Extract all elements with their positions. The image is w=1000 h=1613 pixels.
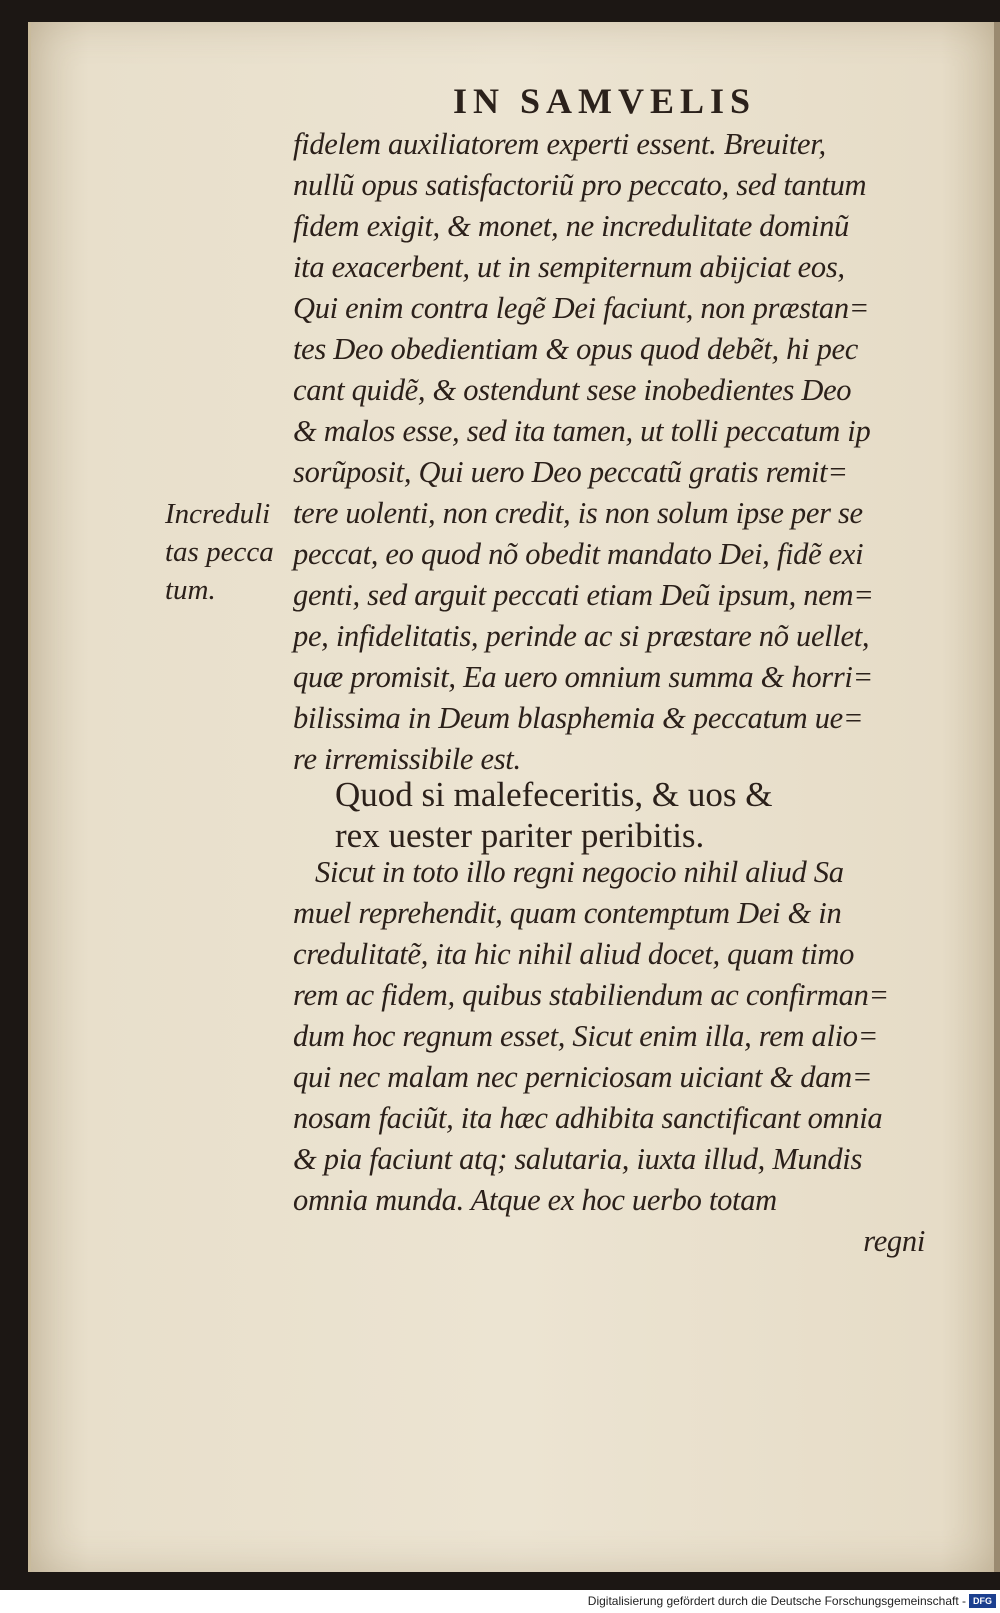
text-line: sorũposit, Qui uero Deo peccatũ gratis remit= xyxy=(293,455,848,489)
text-line: Sicut in toto illo regni negocio nihil aliud Sa xyxy=(315,855,844,889)
scripture-lemma xyxy=(335,774,955,856)
catchword: regni xyxy=(863,1224,925,1258)
text-line: fidelem auxiliatorem experti essent. Breuiter, xyxy=(293,127,826,161)
text-line: rem ac fidem, quibus stabiliendum ac confirman= xyxy=(293,978,889,1012)
text-line: ita exacerbent, ut in sempiternum abijciat eos, xyxy=(293,250,845,284)
dfg-logo-icon: DFG xyxy=(969,1594,996,1608)
lemma-line: Quod si malefeceritis, & uos & xyxy=(335,775,773,814)
text-line: nullũ opus satisfactoriũ pro peccato, sed tantum xyxy=(293,168,867,202)
footer-credit: Digitalisierung gefördert durch die Deutsche Forschungsgemeinschaft - xyxy=(587,1594,966,1608)
text-line: genti, sed arguit peccati etiam Deũ ipsum, nem= xyxy=(293,578,874,612)
text-line: fidem exigit, & monet, ne incredulitate dominũ xyxy=(293,209,849,243)
text-line: qui nec malam nec perniciosam uiciant & dam= xyxy=(293,1060,873,1094)
marginal-line: tas pecca xyxy=(165,536,274,568)
text-line: dum hoc regnum esset, Sicut enim illa, rem alio= xyxy=(293,1019,879,1053)
text-line: tere uolenti, non credit, is non solum ipse per se xyxy=(293,496,863,530)
text-line: bilissima in Deum blasphemia & peccatum ue= xyxy=(293,701,864,735)
text-line: Qui enim contra legẽ Dei faciunt, non præstan= xyxy=(293,291,870,325)
text-line: omnia munda. Atque ex hoc uerbo totam xyxy=(293,1183,777,1217)
text-line: quæ promisit, Ea uero omnium summa & horri= xyxy=(293,660,873,694)
marginal-line: Increduli xyxy=(165,498,271,530)
running-head: IN SAMVELIS xyxy=(453,81,757,121)
text-line: pe, infidelitatis, perinde ac si præstare nõ uellet, xyxy=(293,619,870,653)
page-edge xyxy=(994,22,1000,1572)
body-text xyxy=(293,124,943,780)
text-line: nosam faciũt, ita hæc adhibita sanctificant omnia xyxy=(293,1101,883,1135)
text-line: & malos esse, sed ita tamen, ut tolli peccatum ip xyxy=(293,414,871,448)
marginal-line: tum. xyxy=(165,574,216,606)
text-line: tes Deo obedientiam & opus quod debẽt, hi pec xyxy=(293,332,859,366)
text-line: muel reprehendit, quam contemptum Dei & in xyxy=(293,896,842,930)
lemma-line: rex uester pariter peribitis. xyxy=(335,816,705,855)
text-line: cant quidẽ, & ostendunt sese inobedientes Deo xyxy=(293,373,852,407)
text-line: re irremissibile est. xyxy=(293,742,521,776)
text-line: peccat, eo quod nõ obedit mandato Dei, fidẽ exi xyxy=(293,537,864,571)
text-line: credulitatẽ, ita hic nihil aliud docet, quam timo xyxy=(293,937,855,971)
marginal-note xyxy=(165,495,295,609)
commentary-text xyxy=(293,852,943,1262)
text-line: & pia faciunt atq; salutaria, iuxta illud, Mundis xyxy=(293,1142,863,1176)
